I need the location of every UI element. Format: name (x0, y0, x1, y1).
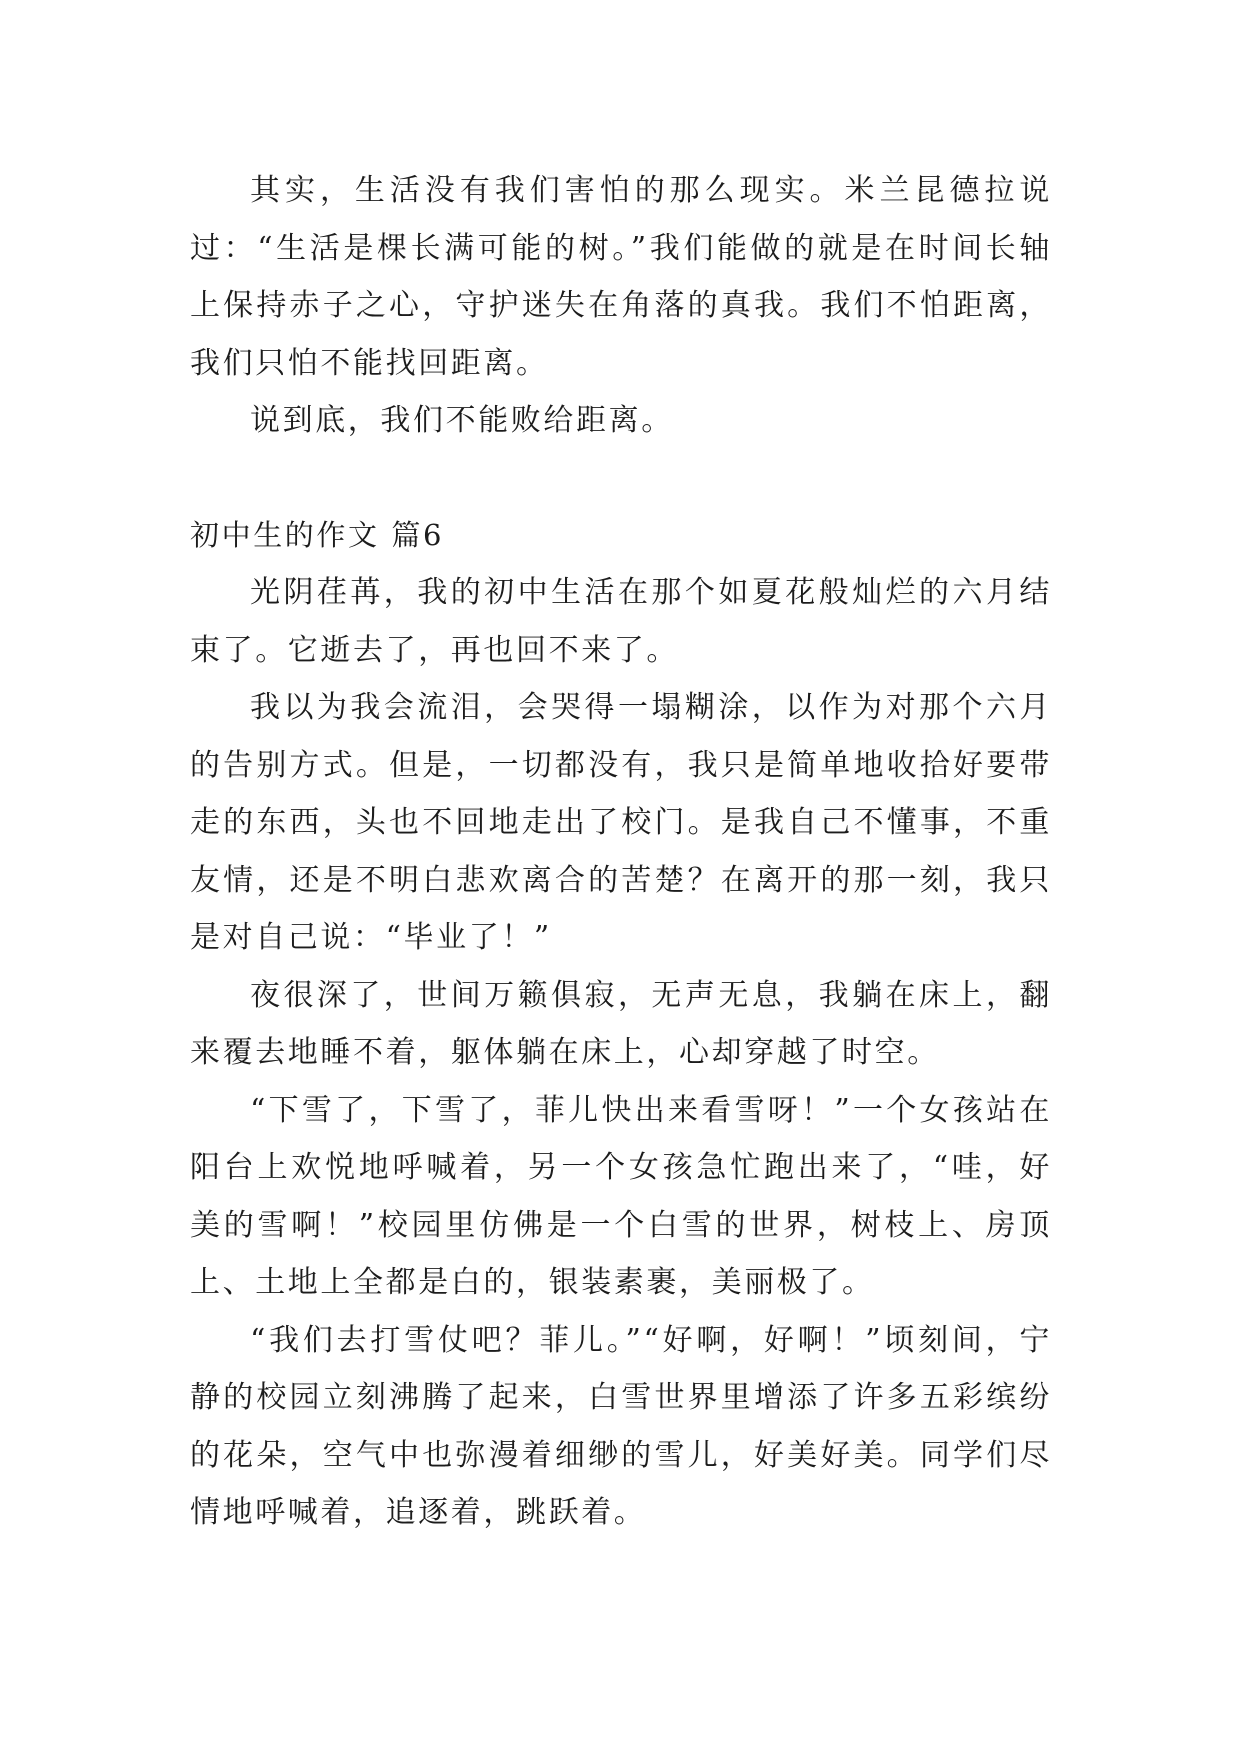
paragraph: 其实，生活没有我们害怕的那么现实。米兰昆德拉说过：“生活是棵长满可能的树。”我们能做的就是在时间长轴上保持赤子之心，守护迷失在角落的真我。我们不怕距离，我们只怕不能找回距离。 (190, 173, 1052, 381)
paragraph: 夜很深了，世间万籁俱寂，无声无息，我躺在床上，翻来覆去地睡不着，躯体躺在床上，心却穿越了时空。 (190, 977, 1052, 1070)
paragraph: 我以为我会流泪，会哭得一塌糊涂，以作为对那个六月的告别方式。但是，一切都没有，我只是简单地收拾好要带走的东西，头也不回地走出了校门。是我自己不懂事，不重友情，还是不明白悲欢离合的苦楚？在离开的那一刻，我只是对自己说：“毕业了！” (190, 690, 1052, 955)
paragraph: “我们去打雪仗吧？菲儿。”“好啊，好啊！”顷刻间，宁静的校园立刻沸腾了起来，白雪世界里增添了许多五彩缤纷的花朵，空气中也弥漫着细缈的雪儿，好美好美。同学们尽情地呼喊着，追逐着，跳跃着。 (190, 1322, 1052, 1530)
section-heading: 初中生的作文 篇6 (190, 517, 445, 552)
paragraph: 光阴荏苒，我的初中生活在那个如夏花般灿烂的六月结束了。它逝去了，再也回不来了。 (190, 575, 1052, 668)
document-page (190, 162, 1052, 1542)
paragraph: “下雪了，下雪了，菲儿快出来看雪呀！”一个女孩站在阳台上欢悦地呼喊着，另一个女孩急忙跑出来了，“哇，好美的雪啊！”校园里仿佛是一个白雪的世界，树枝上、房顶上、土地上全都是白的，银装素裹，美丽极了。 (190, 1092, 1052, 1300)
paragraph: 说到底，我们不能败给距离。 (250, 403, 674, 438)
